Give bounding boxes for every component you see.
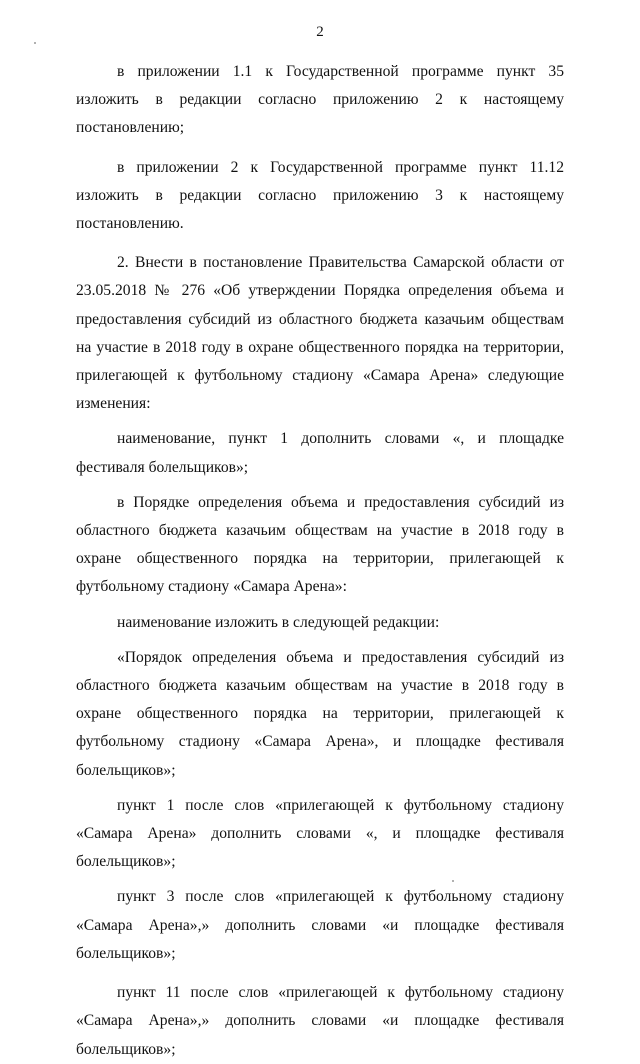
document-body — [76, 58, 564, 1064]
page-number: 2 — [316, 24, 324, 40]
paragraph-appendix-1-1: в приложении 1.1 к Государственной программе пункт 35 изложить в редакции согласно приложению 2 к настоящему постановлению; — [76, 63, 564, 137]
scan-speck — [452, 880, 454, 882]
paragraph-amend-resolution-276: 2. Внести в постановление Правительства Самарской области от 23.05.2018 № 276 «Об утверждении Порядка определения объема и предоставления субсидий из областного бюджета казачьим обществам на участие в 2018 году в охране общественного порядка на территории, прилегающей к футбольному стадиону «Самара Арена» следующие изменения: — [76, 254, 564, 413]
paragraph-title-new-edition: наименование изложить в следующей редакции: — [117, 613, 440, 631]
paragraph-clause-3: пункт 3 после слов «прилегающей к футбольному стадиону «Самара Арена»,» дополнить словами «и площадке фестиваля болельщиков»; — [76, 888, 564, 962]
paragraph-title-clause-1: наименование, пункт 1 дополнить словами «, и площадке фестиваля болельщиков»; — [76, 430, 564, 476]
paragraph-procedure: в Порядке определения объема и предоставления субсидий из областного бюджета казачьим обществам на участие в 2018 году в охране общественного порядка на территории, прилегающей к футбольному стадиону «Самара Арена»: — [76, 493, 564, 596]
paragraph-appendix-2: в приложении 2 к Государственной программе пункт 11.12 изложить в редакции согласно приложению 3 к настоящему постановлению. — [76, 158, 564, 233]
scan-speck — [34, 42, 36, 44]
paragraph-new-title-text: «Порядок определения объема и предоставления субсидий из областного бюджета казачьим обществам на участие в 2018 году в охране общественного порядка на территории, прилегающей к футбольному стадиону «Самара Арена», и площадке фестиваля болельщиков»; — [76, 648, 564, 779]
paragraph-clause-11: пункт 11 после слов «прилегающей к футбольному стадиону «Самара Арена»,» дополнить словами «и площадке фестиваля болельщиков»; — [76, 984, 564, 1058]
paragraph-clause-1: пункт 1 после слов «прилегающей к футбольному стадиону «Самара Арена» дополнить словами «, и площадке фестиваля болельщиков»; — [76, 796, 564, 871]
